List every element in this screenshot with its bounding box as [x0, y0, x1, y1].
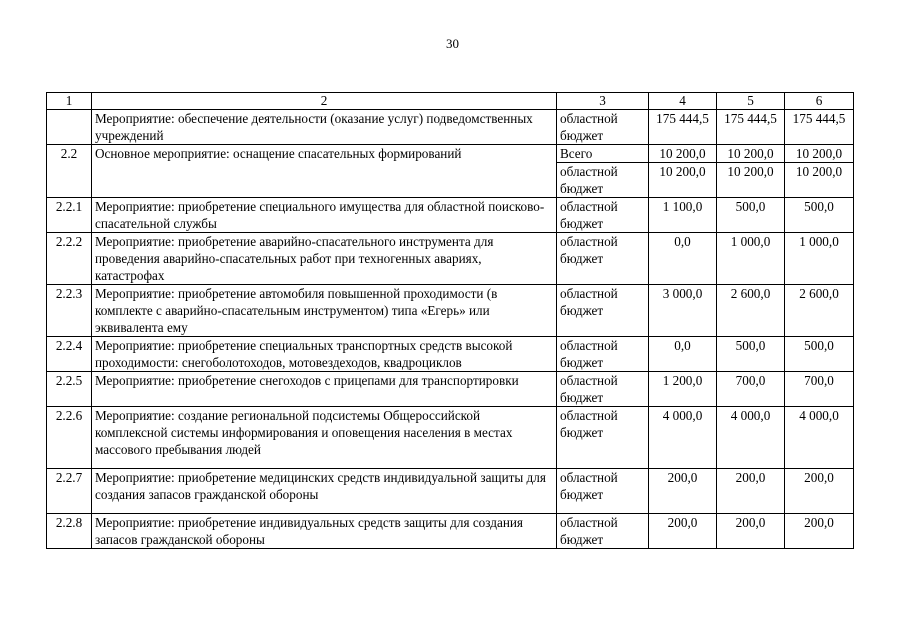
row-value-col6: 200,0 — [785, 514, 854, 549]
row-value-col6: 10 200,0 — [785, 163, 854, 198]
row-value-col5: 700,0 — [717, 372, 785, 407]
row-value-col4: 3 000,0 — [649, 285, 717, 337]
row-description: Мероприятие: приобретение специального имущества для областной поисково-спасательной службы — [92, 198, 557, 233]
row-number: 2.2.6 — [47, 407, 92, 469]
row-number — [47, 110, 92, 145]
row-description: Мероприятие: приобретение индивидуальных средств защиты для создания запасов гражданской обороны — [92, 514, 557, 549]
row-description: Основное мероприятие: оснащение спасательных формирований — [92, 145, 557, 198]
row-description: Мероприятие: приобретение специальных транспортных средств высокой проходимости: снегоболотоходов, мотовездеходов, квадроциклов — [92, 337, 557, 372]
row-funding-source: областной бюджет — [557, 163, 649, 198]
row-value-col6: 500,0 — [785, 337, 854, 372]
row-funding-source: областной бюджет — [557, 514, 649, 549]
table-row — [47, 469, 854, 514]
row-value-col4: 0,0 — [649, 337, 717, 372]
row-funding-source: областной бюджет — [557, 469, 649, 514]
table-row — [47, 198, 854, 233]
row-description: Мероприятие: приобретение медицинских средств индивидуальной защиты для создания запасов гражданской обороны — [92, 469, 557, 514]
row-number: 2.2.8 — [47, 514, 92, 549]
row-number: 2.2 — [47, 145, 92, 198]
row-value-col4: 10 200,0 — [649, 145, 717, 163]
row-value-col5: 200,0 — [717, 514, 785, 549]
row-description: Мероприятие: приобретение аварийно-спасательного инструмента для проведения аварийно-спасательных работ при техногенных авариях, катастрофах — [92, 233, 557, 285]
row-value-col6: 10 200,0 — [785, 145, 854, 163]
row-description: Мероприятие: создание региональной подсистемы Общероссийской комплексной системы информирования и оповещения населения в местах массового пребывания людей — [92, 407, 557, 469]
row-funding-source: областной бюджет — [557, 407, 649, 469]
row-description: Мероприятие: обеспечение деятельности (оказание услуг) подведомственных учреждений — [92, 110, 557, 145]
table-row — [47, 337, 854, 372]
page-number: 30 — [446, 36, 459, 51]
row-value-col5: 4 000,0 — [717, 407, 785, 469]
header-cell: 4 — [649, 93, 717, 110]
table-header-row — [47, 93, 854, 110]
table-row — [47, 407, 854, 469]
row-value-col4: 4 000,0 — [649, 407, 717, 469]
row-funding-source: Всего — [557, 145, 649, 163]
row-value-col4: 200,0 — [649, 469, 717, 514]
row-value-col5: 200,0 — [717, 469, 785, 514]
row-number: 2.2.4 — [47, 337, 92, 372]
header-cell: 3 — [557, 93, 649, 110]
row-number: 2.2.1 — [47, 198, 92, 233]
row-value-col5: 1 000,0 — [717, 233, 785, 285]
row-value-col6: 200,0 — [785, 469, 854, 514]
row-funding-source: областной бюджет — [557, 198, 649, 233]
row-value-col5: 2 600,0 — [717, 285, 785, 337]
table-row — [47, 145, 854, 163]
row-value-col5: 500,0 — [717, 337, 785, 372]
table-row — [47, 233, 854, 285]
header-cell: 5 — [717, 93, 785, 110]
table-row — [47, 514, 854, 549]
row-value-col4: 1 100,0 — [649, 198, 717, 233]
row-description: Мероприятие: приобретение автомобиля повышенной проходимости (в комплекте с аварийно-спасательным инструментом) типа «Егерь» или эквивалента ему — [92, 285, 557, 337]
row-value-col6: 1 000,0 — [785, 233, 854, 285]
row-value-col6: 2 600,0 — [785, 285, 854, 337]
row-value-col6: 500,0 — [785, 198, 854, 233]
budget-table — [46, 92, 854, 549]
row-description: Мероприятие: приобретение снегоходов с прицепами для транспортировки — [92, 372, 557, 407]
row-number: 2.2.7 — [47, 469, 92, 514]
row-value-col4: 10 200,0 — [649, 163, 717, 198]
header-cell: 2 — [92, 93, 557, 110]
row-value-col5: 500,0 — [717, 198, 785, 233]
row-value-col4: 200,0 — [649, 514, 717, 549]
row-value-col4: 1 200,0 — [649, 372, 717, 407]
row-funding-source: областной бюджет — [557, 285, 649, 337]
header-cell: 1 — [47, 93, 92, 110]
row-number: 2.2.2 — [47, 233, 92, 285]
row-value-col5: 175 444,5 — [717, 110, 785, 145]
row-funding-source: областной бюджет — [557, 233, 649, 285]
header-cell: 6 — [785, 93, 854, 110]
row-number: 2.2.5 — [47, 372, 92, 407]
row-value-col4: 175 444,5 — [649, 110, 717, 145]
row-value-col6: 700,0 — [785, 372, 854, 407]
row-value-col5: 10 200,0 — [717, 145, 785, 163]
row-value-col5: 10 200,0 — [717, 163, 785, 198]
row-funding-source: областной бюджет — [557, 110, 649, 145]
row-number: 2.2.3 — [47, 285, 92, 337]
table-row — [47, 110, 854, 145]
table-row — [47, 285, 854, 337]
row-funding-source: областной бюджет — [557, 337, 649, 372]
row-value-col4: 0,0 — [649, 233, 717, 285]
row-value-col6: 175 444,5 — [785, 110, 854, 145]
row-funding-source: областной бюджет — [557, 372, 649, 407]
row-value-col6: 4 000,0 — [785, 407, 854, 469]
table-row — [47, 372, 854, 407]
